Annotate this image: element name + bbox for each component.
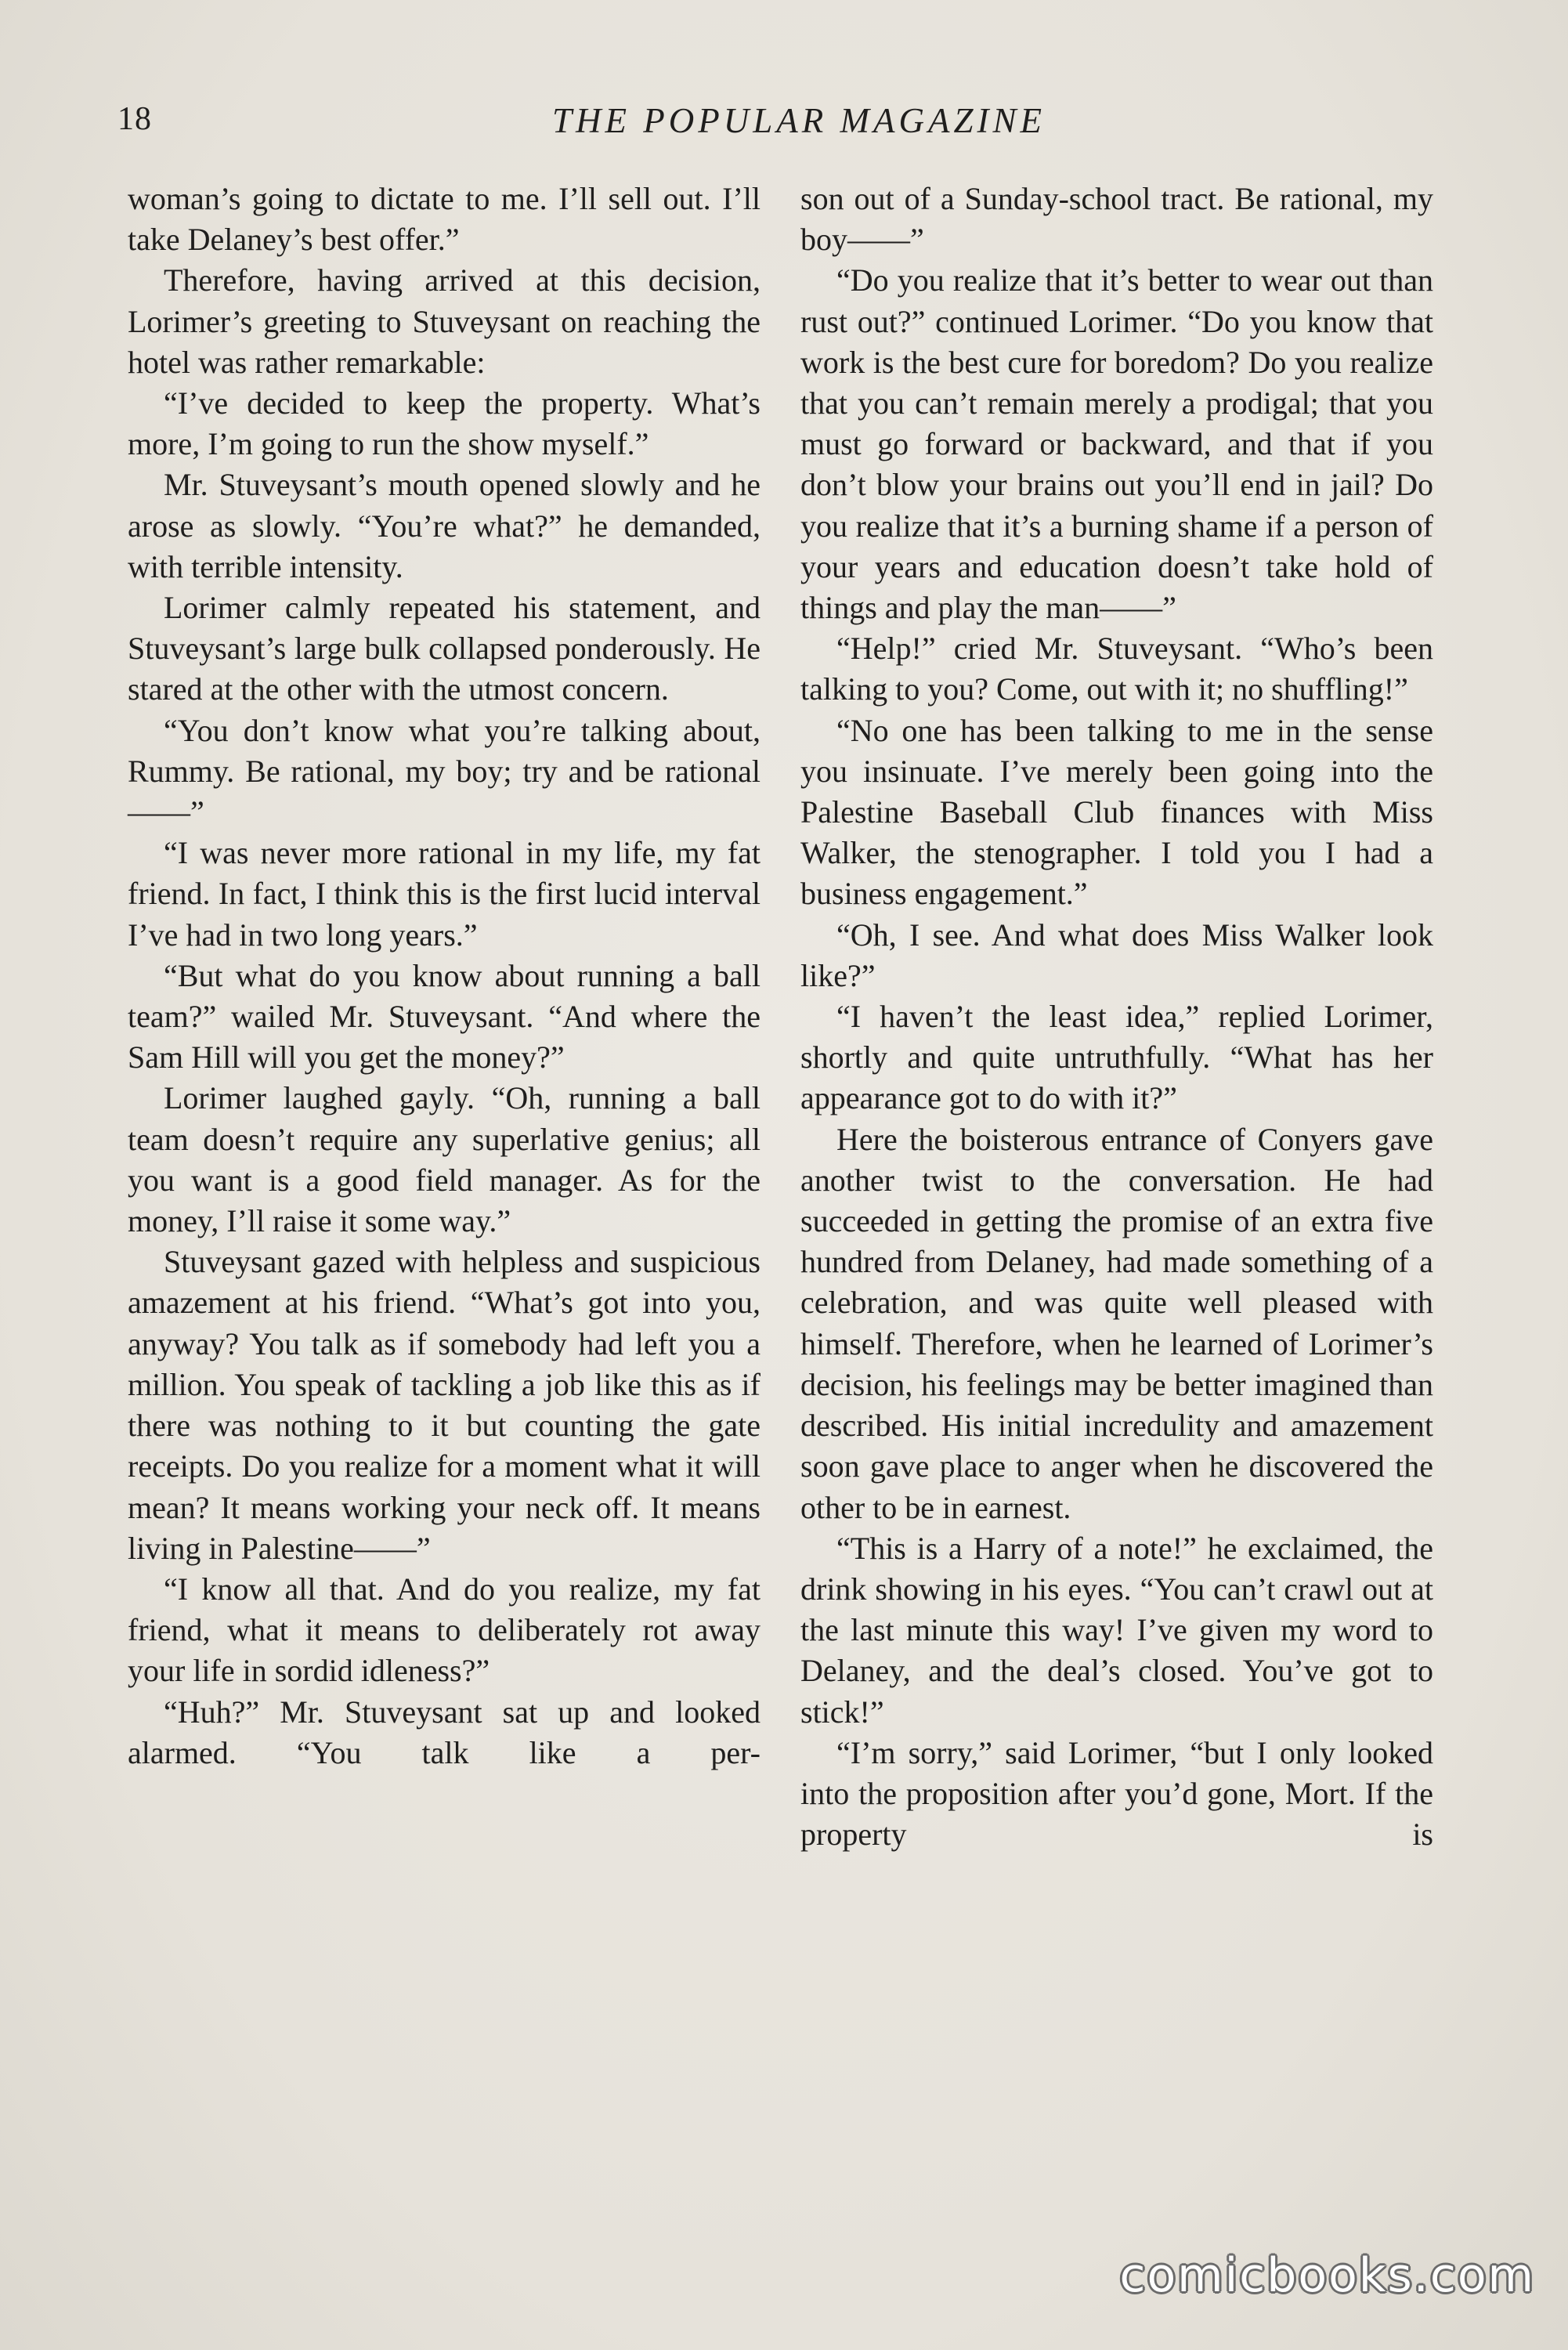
paragraph: Lorimer laughed gayly. “Oh, running a ball team doesn’t require any superlative genius; all you want is a good field manager. As for the money, I’ll raise it some way.” (128, 1080, 761, 1239)
paragraph: Here the boisterous entrance of Conyers gave another twist to the conversation. He had succeeded in getting the promise of an extra five hundred from Delaney, had made something of a celebration, and was quite well pleased with himself. Therefore, when he learned of Lorimer’s decision, his feelings may be better imagined than described. His initial incredulity and amazement soon gave place to anger when he discovered the other to be in earnest. (800, 1121, 1433, 1525)
site-watermark: comicbooks.com (1119, 2248, 1535, 2303)
paragraph: “Huh?” Mr. Stuveysant sat up and looked alarmed. “You talk like a per- (128, 1694, 761, 1770)
paragraph: “I know all that. And do you realize, my fat friend, what it means to deliberately rot away your life in sordid idleness?” (128, 1571, 761, 1689)
paragraph: “No one has been talking to me in the sense you insinuate. I’ve merely been going into the Palestine Baseball Club finances with Miss Walker, the stenographer. I told you I had a business engagement.” (800, 712, 1433, 912)
page-number: 18 (117, 101, 152, 137)
paragraph: “I was never more rational in my life, my fat friend. In fact, I think this is the first lucid interval I’ve had in two long years.” (128, 835, 761, 953)
paragraph: son out of a Sunday-school tract. Be rational, my boy——” (800, 181, 1433, 258)
paragraph: “Help!” cried Mr. Stuveysant. “Who’s been talking to you? Come, out with it; no shuffling!” (800, 631, 1433, 707)
paragraph: “Oh, I see. And what does Miss Walker look like?” (800, 916, 1433, 993)
right-column (800, 179, 1433, 1855)
paragraph: “Do you realize that it’s better to wear out than rust out?” continued Lorimer. “Do you know that work is the best cure for boredom? Do you realize that you can’t remain merely a prodigal; that you must go forward or backward, and that if you don’t blow your brains out you’ll end in jail? Do you realize that it’s a burning shame if a person of your years and education doesn’t take hold of things and play the man——” (800, 262, 1433, 626)
page-header (117, 100, 1480, 147)
paragraph: Therefore, having arrived at this decision, Lorimer’s greeting to Stuveysant on reaching the hotel was rather remarkable: (128, 262, 761, 380)
paragraph: “I’m sorry,” said Lorimer, “but I only looked into the proposition after you’d gone, Mort. If the property is (800, 1734, 1433, 1853)
running-head: THE POPULAR MAGAZINE (552, 101, 1046, 140)
paragraph: Stuveysant gazed with helpless and suspicious amazement at his friend. “What’s got into you, anyway? You talk as if somebody had left you a million. You speak of tackling a job like this as if there was nothing to it but counting the gate receipts. Do you realize for a moment what it will mean? It means working your neck off. It means living in Palestine——” (128, 1244, 761, 1566)
paragraph: “But what do you know about running a ball team?” wailed Mr. Stuveysant. “And where the Sam Hill will you get the money?” (128, 957, 761, 1076)
left-column (128, 179, 761, 1773)
paragraph: “I haven’t the least idea,” replied Lorimer, shortly and quite untruthfully. “What has her appearance got to do with it?” (800, 999, 1433, 1116)
paragraph: “This is a Harry of a note!” he exclaimed, the drink showing in his eyes. “You can’t crawl out at the last minute this way! I’ve given my word to Delaney, and the deal’s closed. You’ve got to stick!” (800, 1530, 1433, 1730)
paragraph: Mr. Stuveysant’s mouth opened slowly and he arose as slowly. “You’re what?” he demanded, with terrible intensity. (128, 467, 761, 584)
paragraph: woman’s going to dictate to me. I’ll sell out. I’ll take Delaney’s best offer.” (128, 181, 761, 258)
paragraph: Lorimer calmly repeated his statement, and Stuveysant’s large bulk collapsed ponderously. He stared at the other with the utmost concern. (128, 590, 761, 707)
paragraph: “You don’t know what you’re talking about, Rummy. Be rational, my boy; try and be rational——” (128, 712, 761, 830)
paragraph: “I’ve decided to keep the property. What’s more, I’m going to run the show myself.” (128, 385, 761, 462)
